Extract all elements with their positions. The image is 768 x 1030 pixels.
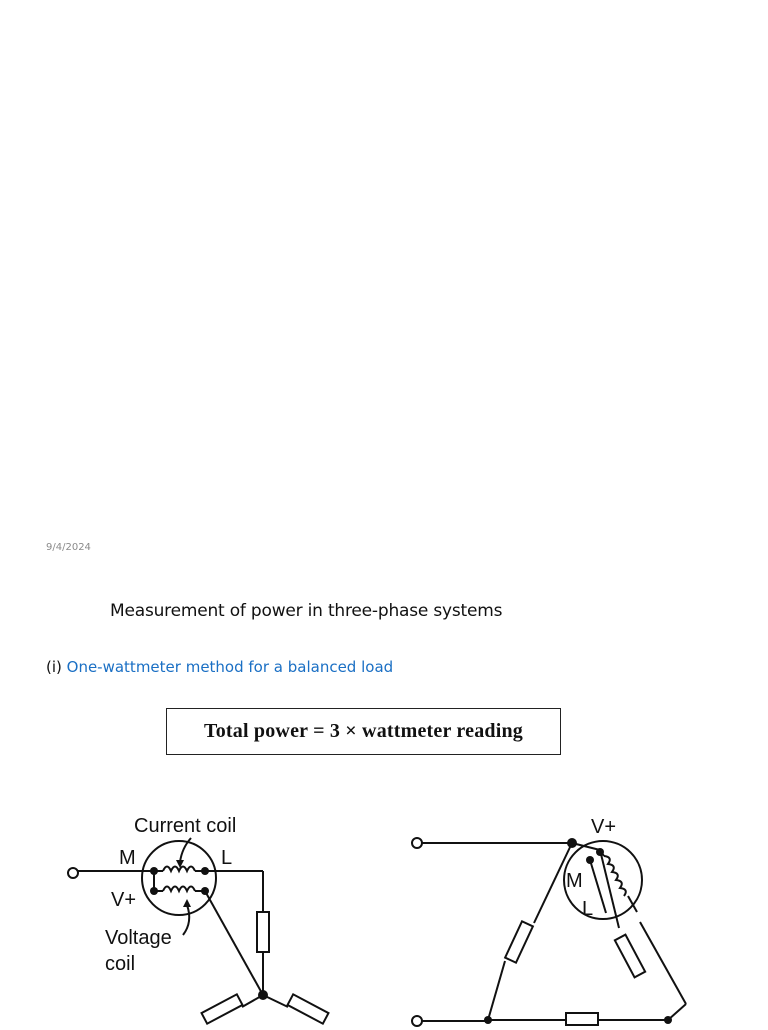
label-l-delta: L: [582, 898, 594, 920]
label-current-coil: Current coil: [134, 815, 237, 837]
formula-box: Total power = 3 × wattmeter reading: [166, 708, 561, 755]
resistor-right: [288, 994, 329, 1023]
input-terminal-bottom: [412, 1016, 422, 1026]
resistor-delta-bottom: [566, 1013, 598, 1025]
slide-date: 9/4/2024: [46, 542, 91, 553]
input-terminal-top: [412, 838, 422, 848]
label-coil: coil: [105, 953, 136, 975]
label-m-delta: M: [566, 870, 583, 892]
resistor-left: [202, 994, 243, 1023]
label-voltage: Voltage: [105, 927, 172, 949]
current-coil: [163, 867, 195, 872]
input-terminal: [68, 868, 78, 878]
label-l: L: [221, 847, 233, 869]
method-link[interactable]: One-wattmeter method for a balanced load: [66, 658, 394, 676]
method-prefix: (i): [46, 658, 67, 676]
label-v-plus: V+: [111, 889, 137, 911]
resistor-top: [257, 912, 269, 952]
voltage-coil-pointer: [183, 905, 189, 935]
method-heading: [46, 658, 393, 676]
label-m: M: [119, 847, 136, 869]
delta-connection-diagram: [405, 805, 705, 1025]
label-v-plus-delta: V+: [591, 816, 617, 838]
voltage-coil: [163, 887, 195, 892]
star-connection-diagram: [50, 800, 350, 1030]
resistor-delta-right: [615, 935, 645, 978]
slide-title: Measurement of power in three-phase systems: [110, 601, 503, 621]
resistor-delta-left: [505, 921, 533, 962]
